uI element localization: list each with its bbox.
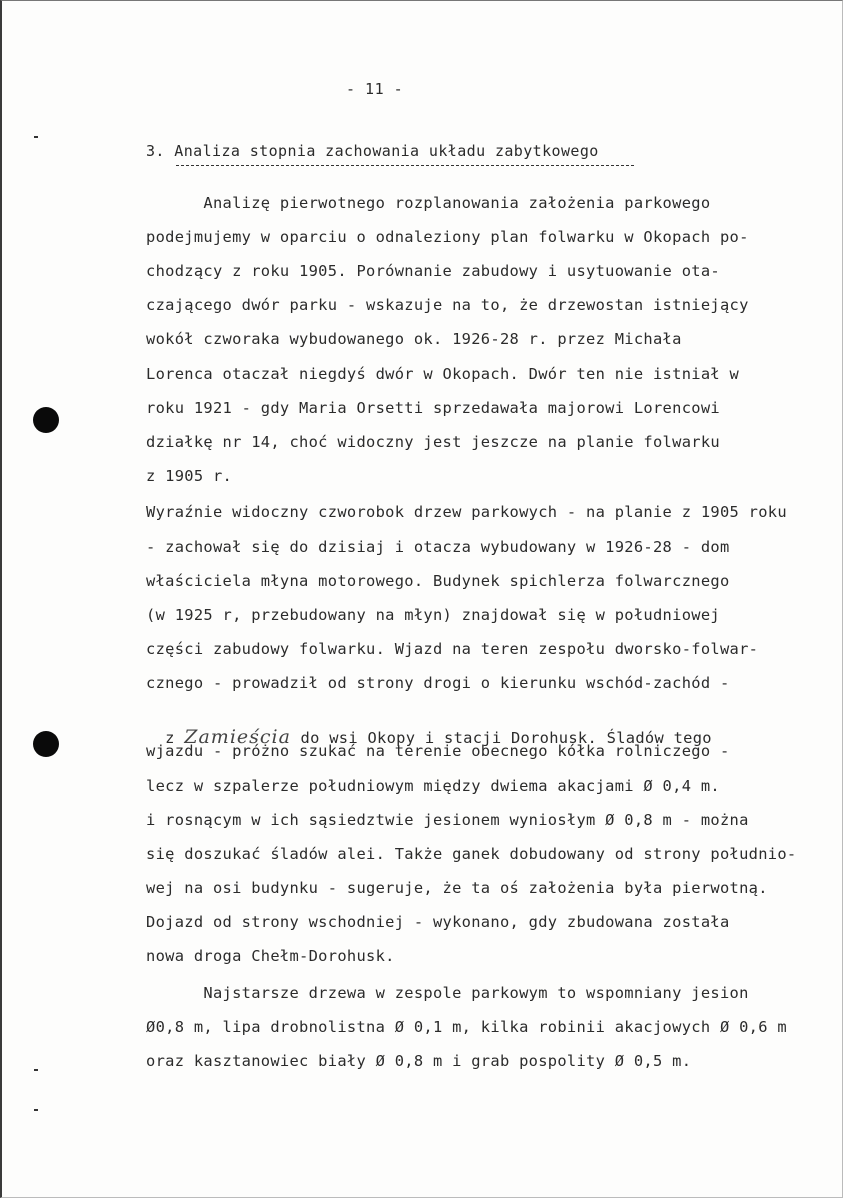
text-line: i rosnącym w ich sąsiedztwie jesionem wyniosłym Ø 0,8 m - można bbox=[146, 811, 749, 829]
text-line: roku 1921 - gdy Maria Orsetti sprzedawała majorowi Lorencowi bbox=[146, 399, 720, 417]
text-line: właściciela młyna motorowego. Budynek spichlerza folwarcznego bbox=[146, 572, 730, 590]
text-line: Najstarsze drzewa w zespole parkowym to wspomniany jesion bbox=[146, 984, 749, 1002]
section-heading: 3. Analiza stopnia zachowania układu zabytkowego bbox=[146, 142, 599, 160]
text-line: wokół czworaka wybudowanego ok. 1926-28 r. przez Michała bbox=[146, 330, 682, 348]
text-line: Ø0,8 m, lipa drobnolistna Ø 0,1 m, kilka robinii akacjowych Ø 0,6 m bbox=[146, 1018, 787, 1036]
speck-mark bbox=[34, 1109, 38, 1111]
text-line: cznego - prowadził od strony drogi o kierunku wschód-zachód - bbox=[146, 674, 730, 692]
line-suffix: do wsi Okopy i stacji Dorohusk. Śladów tego bbox=[290, 729, 712, 747]
text-line: działkę nr 14, choć widoczny jest jeszcze na planie folwarku bbox=[146, 433, 720, 451]
text-line: podejmujemy w oparciu o odnaleziony plan folwarku w Okopach po- bbox=[146, 228, 749, 246]
text-line: się doszukać śladów alei. Także ganek dobudowany od strony południo- bbox=[146, 845, 797, 863]
text-line: oraz kasztanowiec biały Ø 0,8 m i grab pospolity Ø 0,5 m. bbox=[146, 1052, 692, 1070]
punch-hole-top bbox=[33, 407, 59, 433]
text-line: wjazdu - próżno szukać na terenie obecnego kółka rolniczego - bbox=[146, 742, 730, 760]
text-line: Lorenca otaczał niegdyś dwór w Okopach. Dwór ten nie istniał w bbox=[146, 365, 740, 383]
page-number: - 11 - bbox=[346, 80, 404, 98]
heading-underline bbox=[176, 165, 634, 166]
text-line: - zachował się do dzisiaj i otacza wybudowany w 1926-28 - dom bbox=[146, 538, 730, 556]
text-line: czającego dwór parku - wskazuje na to, że drzewostan istniejący bbox=[146, 296, 749, 314]
text-line: Dojazd od strony wschodniej - wykonano, gdy zbudowana została bbox=[146, 913, 730, 931]
text-line: części zabudowy folwarku. Wjazd na teren zespołu dworsko-folwar- bbox=[146, 640, 759, 658]
text-line: Analizę pierwotnego rozplanowania założenia parkowego bbox=[146, 194, 711, 212]
handwritten-insertion: Zamieścia bbox=[184, 726, 291, 748]
speck-mark bbox=[34, 1069, 38, 1071]
text-line: chodzący z roku 1905. Porównanie zabudowy i usytuowanie ota- bbox=[146, 262, 720, 280]
line-prefix: z bbox=[165, 729, 185, 747]
speck-mark bbox=[34, 136, 38, 138]
text-line: Wyraźnie widoczny czworobok drzew parkowych - na planie z 1905 roku bbox=[146, 503, 787, 521]
text-line: nowa droga Chełm-Dorohusk. bbox=[146, 947, 395, 965]
text-line: lecz w szpalerze południowym między dwiema akacjami Ø 0,4 m. bbox=[146, 777, 720, 795]
punch-hole-bottom bbox=[33, 731, 59, 757]
text-line: z 1905 r. bbox=[146, 467, 233, 485]
text-line: (w 1925 r, przebudowany na młyn) znajdował się w południowej bbox=[146, 606, 720, 624]
text-line: wej na osi budynku - sugeruje, że ta oś założenia była pierwotną. bbox=[146, 879, 768, 897]
